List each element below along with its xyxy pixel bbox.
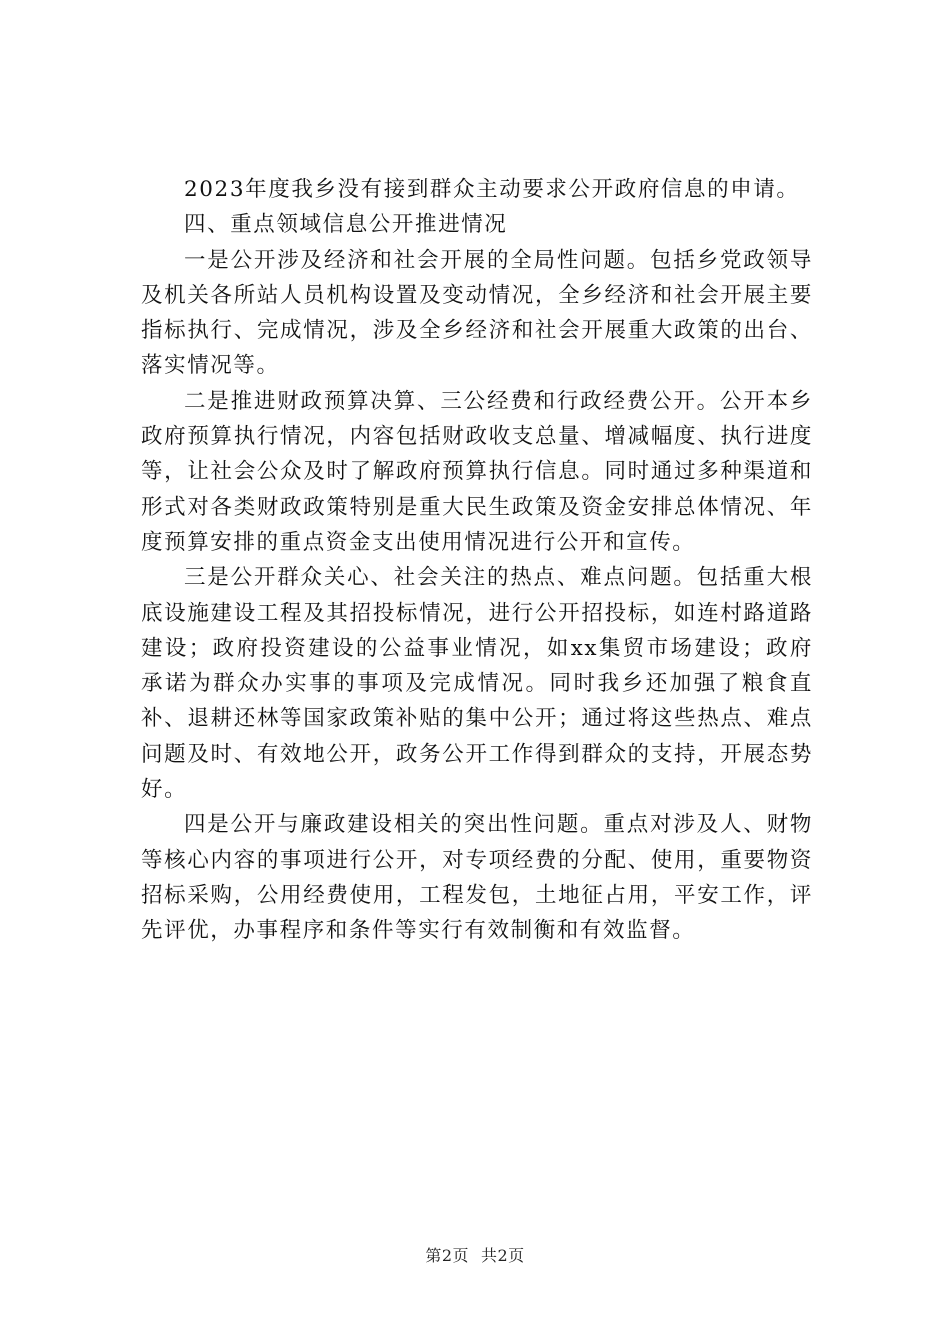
paragraph-economic-social: 一是公开涉及经济和社会开展的全局性问题。包括乡党政领导及机关各所站人员机构设置及变动情况，全乡经济和社会开展主要指标执行、完成情况，涉及全乡经济和社会开展重大政策的出台、落实情况等。 bbox=[141, 247, 813, 379]
page-number-current: 第2页 bbox=[425, 1246, 469, 1265]
paragraph-no-requests: 2023年度我乡没有接到群众主动要求公开政府信息的申请。 bbox=[184, 177, 800, 202]
section-heading-key-areas: 四、重点领域信息公开推进情况 bbox=[184, 212, 508, 238]
document-body bbox=[141, 172, 813, 949]
paragraph-anti-corruption: 四是公开与廉政建设相关的突出性问题。重点对涉及人、财物等核心内容的事项进行公开，对专项经费的分配、使用，重要物资招标采购，公用经费使用，工程发包，土地征占用，平安工作，评先评优，办事程序和条件等实行有效制衡和有效监督。 bbox=[141, 812, 813, 944]
paragraph-public-concerns: 三是公开群众关心、社会关注的热点、难点问题。包括重大根底设施建设工程及其招投标情况，进行公开招投标，如连村路道路建设；政府投资建设的公益事业情况，如xx集贸市场建设；政府承诺为群众办实事的事项及完成情况。同时我乡还加强了粮食直补、退耕还林等国家政策补贴的集中公开；通过将这些热点、难点问题及时、有效地公开，政务公开工作得到群众的支持，开展态势好。 bbox=[141, 565, 813, 803]
page-number-total: 共2页 bbox=[481, 1246, 525, 1265]
paragraph-budget-disclosure: 二是推进财政预算决算、三公经费和行政经费公开。公开本乡政府预算执行情况，内容包括财政收支总量、增减幅度、执行进度等，让社会公众及时了解政府预算执行信息。同时通过多种渠道和形式对各类财政政策特别是重大民生政策及资金安排总体情况、年度预算安排的重点资金支出使用情况进行公开和宣传。 bbox=[141, 388, 813, 555]
page-footer bbox=[0, 1243, 950, 1266]
